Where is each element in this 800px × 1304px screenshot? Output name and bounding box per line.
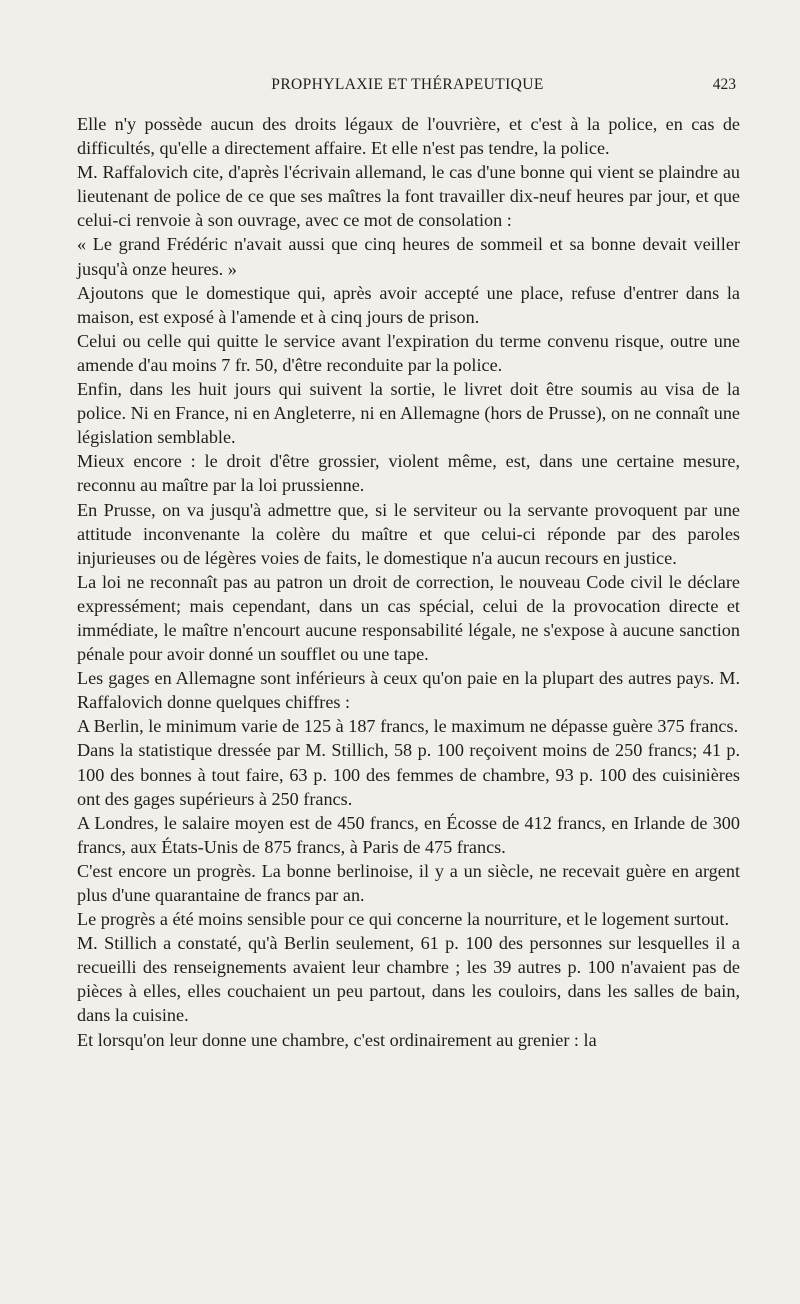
paragraph: En Prusse, on va jusqu'à admettre que, si le serviteur ou la servante provoquent par une attitude inconvenante la colère du maître et que celui-ci réponde par des paroles injurieuses ou de légères voies de faits, le domestique n'a aucun recours en justice. (77, 499, 740, 568)
paragraph: Le progrès a été moins sensible pour ce qui concerne la nourriture, et le logement surtout. (77, 909, 730, 930)
paragraph: Celui ou celle qui quitte le service avant l'expiration du terme convenu risque, outre une amende d'au moins 7 fr. 50, d'être reconduite par la police. (77, 330, 740, 375)
paragraph: Ajoutons que le domestique qui, après avoir accepté une place, refuse d'entrer dans la maison, est exposé à l'amende et à cinq jours de prison. (77, 282, 740, 327)
paragraph: « Le grand Frédéric n'avait aussi que cinq heures de sommeil et sa bonne devait veiller jusqu'à onze heures. » (77, 234, 740, 279)
paragraph: Enfin, dans les huit jours qui suivent la sortie, le livret doit être soumis au visa de la police. Ni en France, ni en Angleterre, ni en Allemagne (hors de Prusse), on ne connaît une législation semblable. (77, 379, 740, 448)
running-title: PROPHYLAXIE ET THÉRAPEUTIQUE (271, 76, 544, 93)
paragraph: Les gages en Allemagne sont inférieurs à ceux qu'on paie en la plupart des autres pays. M. Raffalovich donne quelques chiffres : (77, 668, 740, 713)
paragraph: M. Stillich a constaté, qu'à Berlin seulement, 61 p. 100 des personnes sur lesquelles il a recueilli des renseignements avaient leur chambre ; les 39 autres p. 100 n'avaient pas de pièces à elles, elles couchaient un peu partout, dans les couloirs, dans les salles de bain, dans la cuisine. (77, 933, 740, 1026)
running-head (77, 76, 738, 96)
paragraph: A Berlin, le minimum varie de 125 à 187 francs, le maximum ne dépasse guère 375 francs. (77, 716, 739, 737)
paragraph: Dans la statistique dressée par M. Stillich, 58 p. 100 reçoivent moins de 250 francs; 41 p. 100 des bonnes à tout faire, 63 p. 100 des femmes de chambre, 93 p. 100 des cuisinières ont des gages supérieurs à 250 francs. (77, 740, 740, 809)
paragraph: M. Raffalovich cite, d'après l'écrivain allemand, le cas d'une bonne qui vient se plaindre au lieutenant de police de ce que ses maîtres la font travailler dix-neuf heures par jour, et que celui-ci renvoie à son ouvrage, avec ce mot de consolation : (77, 162, 740, 231)
paragraph: C'est encore un progrès. La bonne berlinoise, il y a un siècle, ne recevait guère en argent plus d'une quarantaine de francs par an. (77, 860, 740, 905)
paragraph: Elle n'y possède aucun des droits légaux de l'ouvrière, et c'est à la police, en cas de difficultés, qu'elle a directement affaire. Et elle n'est pas tendre, la police. (77, 114, 740, 159)
paragraph: Et lorsqu'on leur donne une chambre, c'est ordinairement au grenier : la (77, 1029, 597, 1050)
body-text (77, 112, 740, 1052)
page-number: 423 (712, 76, 736, 93)
paragraph: A Londres, le salaire moyen est de 450 francs, en Écosse de 412 francs, en Irlande de 300 francs, aux États-Unis de 875 francs, à Paris de 475 francs. (77, 812, 740, 857)
paragraph: La loi ne reconnaît pas au patron un droit de correction, le nouveau Code civil le déclare expressément; mais cependant, dans un cas spécial, celui de la provocation directe et immédiate, le maître n'encourt aucune responsabilité légale, ne s'expose à aucune sanction pénale pour avoir donné un soufflet ou une tape. (77, 571, 740, 665)
paragraph: Mieux encore : le droit d'être grossier, violent même, est, dans une certaine mesure, reconnu au maître par la loi prussienne. (77, 451, 740, 496)
